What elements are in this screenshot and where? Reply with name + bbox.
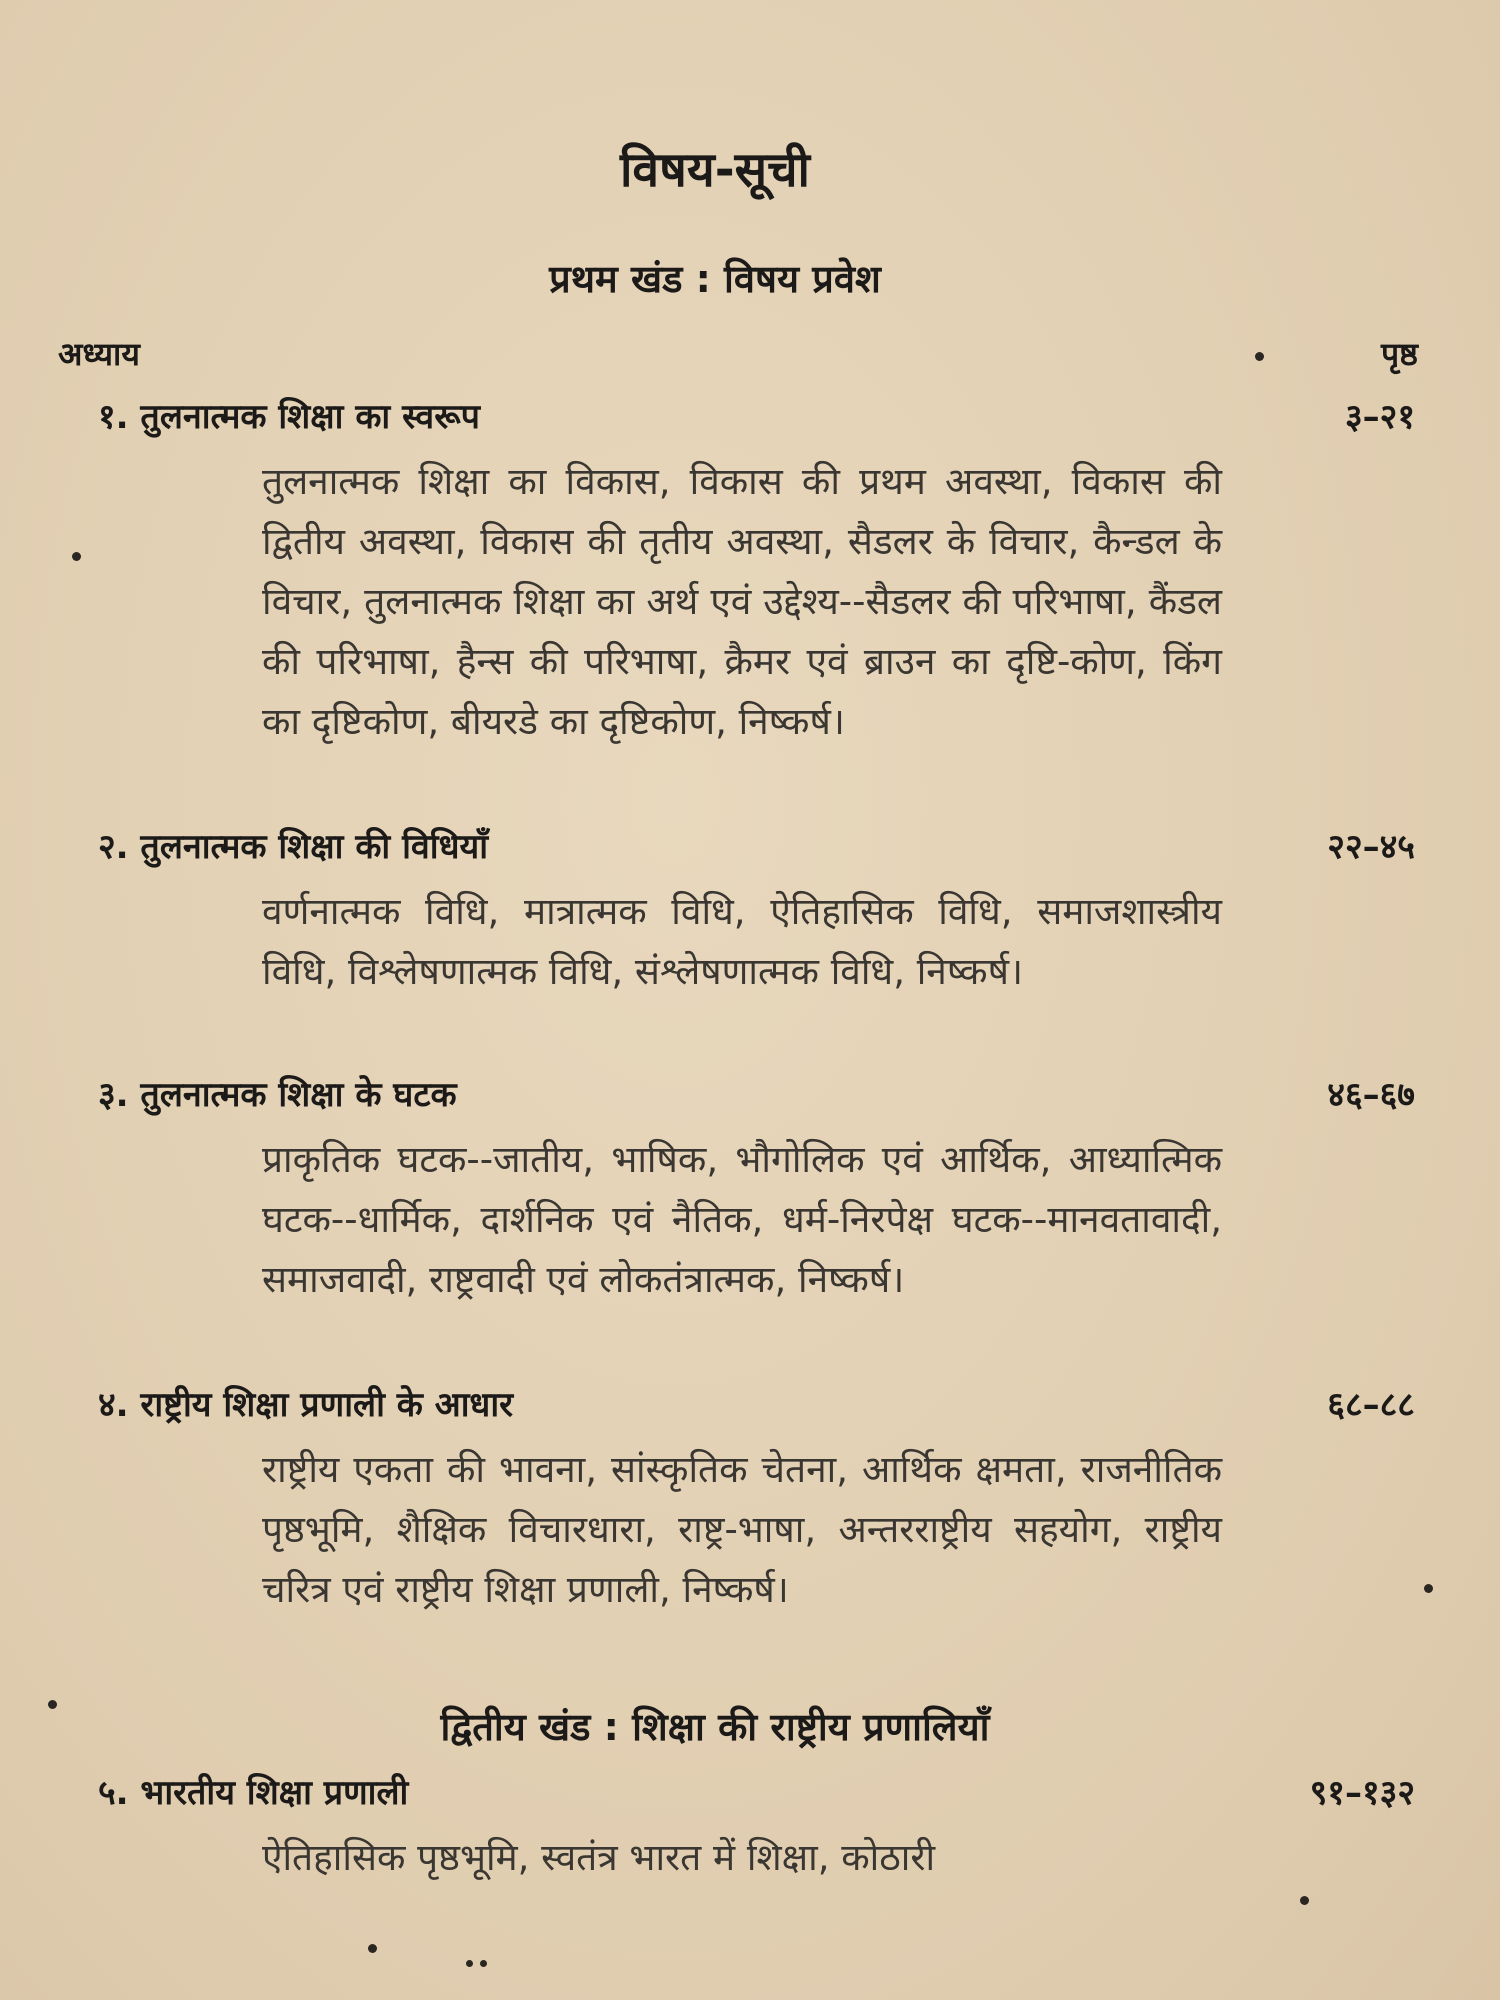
part-heading-2: द्वितीय खंड : शिक्षा की राष्ट्रीय प्रणालियाँ — [440, 1705, 990, 1749]
chapter-pages: ४६–६७ — [1327, 1075, 1415, 1115]
chapter-description: तुलनात्मक शिक्षा का विकास, विकास की प्रथम अवस्था, विकास की द्वितीय अवस्था, विकास की तृतीय अवस्था, सैडलर के विचार, कैन्डल के विचार, तुलनात्मक शिक्षा का अर्थ एवं उद्देश्य--सैडलर की परिभाषा, कैंडल की परिभाषा, हैन्स की परिभाषा, क्रैमर एवं ब्राउन का दृष्टि-कोण, किंग का दृष्टिकोण, बीयरडे का दृष्टिकोण, निष्कर्ष। — [262, 460, 1222, 743]
ink-speck — [368, 1944, 377, 1953]
chapter-pages: ९१–१३२ — [1309, 1773, 1415, 1813]
chapter-title: ५. भारतीय शिक्षा प्रणाली — [98, 1773, 409, 1813]
ink-speck — [72, 552, 81, 561]
chapter-pages: ६८–८८ — [1327, 1385, 1415, 1425]
part-heading-1: प्रथम खंड : विषय प्रवेश — [549, 257, 881, 301]
ink-speck — [1424, 1584, 1433, 1593]
chapter-description: प्राकृतिक घटक--जातीय, भाषिक, भौगोलिक एवं आर्थिक, आध्यात्मिक घटक--धार्मिक, दार्शनिक एवं नैतिक, धर्म-निरपेक्ष घटक--मानवतावादी, समाजवादी, राष्ट्रवादी एवं लोकतंत्रात्मक, निष्कर्ष। — [262, 1138, 1222, 1301]
chapter-pages: ३–२१ — [1344, 397, 1415, 437]
chapter-description: ऐतिहासिक पृष्ठभूमि, स्वतंत्र भारत में शिक्षा, कोठारी — [262, 1836, 936, 1879]
chapter-pages: २२–४५ — [1327, 827, 1415, 867]
chapter-title: ४. राष्ट्रीय शिक्षा प्रणाली के आधार — [98, 1385, 514, 1425]
chapter-title: १. तुलनात्मक शिक्षा का स्वरूप — [98, 397, 480, 437]
column-header-chapter: अध्याय — [58, 335, 140, 373]
ink-speck — [466, 1960, 473, 1967]
ink-speck — [48, 1700, 57, 1709]
chapter-description: वर्णनात्मक विधि, मात्रात्मक विधि, ऐतिहासिक विधि, समाजशास्त्रीय विधि, विश्लेषणात्मक विधि, संश्लेषणात्मक विधि, निष्कर्ष। — [262, 890, 1222, 993]
page-title: विषय-सूची — [620, 142, 810, 198]
column-header-page: पृष्ठ — [1380, 335, 1418, 373]
ink-speck — [1300, 1896, 1309, 1905]
ink-speck — [480, 1960, 487, 1967]
chapter-title: ३. तुलनात्मक शिक्षा के घटक — [98, 1075, 457, 1115]
ink-speck — [1255, 352, 1264, 361]
chapter-title: २. तुलनात्मक शिक्षा की विधियाँ — [98, 827, 489, 867]
chapter-description: राष्ट्रीय एकता की भावना, सांस्कृतिक चेतना, आर्थिक क्षमता, राजनीतिक पृष्ठभूमि, शैक्षिक विचारधारा, राष्ट्र-भाषा, अन्तरराष्ट्रीय सहयोग, राष्ट्रीय चरित्र एवं राष्ट्रीय शिक्षा प्रणाली, निष्कर्ष। — [262, 1448, 1222, 1611]
